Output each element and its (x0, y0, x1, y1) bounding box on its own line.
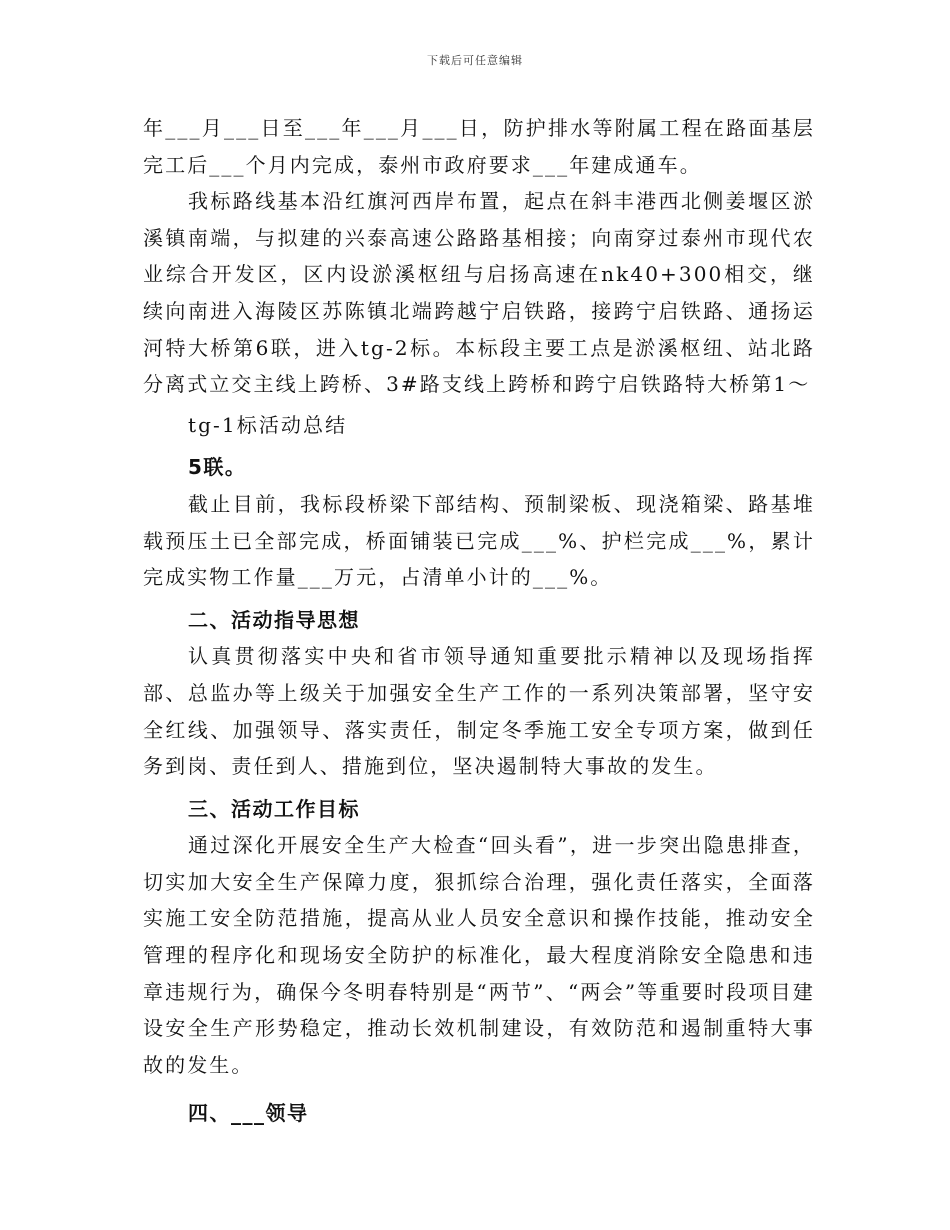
heading-guiding-thought: 二、活动指导思想 (188, 607, 360, 632)
paragraph-guiding-thought: 认真贯彻落实中央和省市领导通知重要批示精神以及现场指挥部、总监办等上级关于加强安全生产工作的一系列决策部署，坚守安全红线、加强领导、落实责任，制定冬季施工安全专项方案，做到任务到岗、责任到人、措施到位，坚决遏制特大事故的发生。 (143, 644, 815, 779)
paragraph-work-goals: 通过深化开展安全生产大检查“回头看”，进一步突出隐患排查，切实加大安全生产保障力度，狠抓综合治理，强化责任落实，全面落实施工安全防范措施，提高从业人员安全意识和操作技能，推动安全管理的程序化和现场安全防护的标准化，最大程度消除安全隐患和违章违规行为，确保今冬明春特别是“两节”、“两会”等重要时段项目建设安全生产形势稳定，推动长效机制建设，有效防范和遏制重特大事故的发生。 (143, 833, 815, 1077)
section-title-line: tg-1标活动总结 (188, 412, 348, 437)
paragraph-route-description: 我标路线基本沿红旗河西岸布置，起点在斜丰港西北侧姜堰区淤溪镇南端，与拟建的兴泰高速公路路基相接；向南穿过泰州市现代农业综合开发区，区内设淤溪枢纽与启扬高速在nk40+300相交，继续向南进入海陵区苏陈镇北端跨越宁启铁路，接跨宁启铁路、通扬运河特大桥第6联，进入tg-2标。本标段主要工点是淤溪枢纽、站北路分离式立交主线上跨桥、3#路支线上跨桥和跨宁启铁路特大桥第1～ (143, 189, 815, 397)
page-header: 下载后可任意编辑 (427, 54, 523, 67)
heading-leadership: 四、___领导 (188, 1101, 309, 1126)
paragraph-schedule: 年___月___日至___年___月___日，防护排水等附属工程在路面基层完工后___个月内完成，泰州市政府要求___年建成通车。 (143, 116, 815, 177)
paragraph-progress: 截止目前，我标段桥梁下部结构、预制梁板、现浇箱梁、路基堆载预压土已全部完成，桥面铺装已完成___%、护栏完成___%，累计完成实物工作量___万元，占清单小计的___%。 (143, 491, 815, 590)
paragraph-bold-fragment: 5联。 (188, 455, 247, 480)
heading-work-goals: 三、活动工作目标 (188, 796, 360, 821)
document-body (143, 110, 815, 1132)
